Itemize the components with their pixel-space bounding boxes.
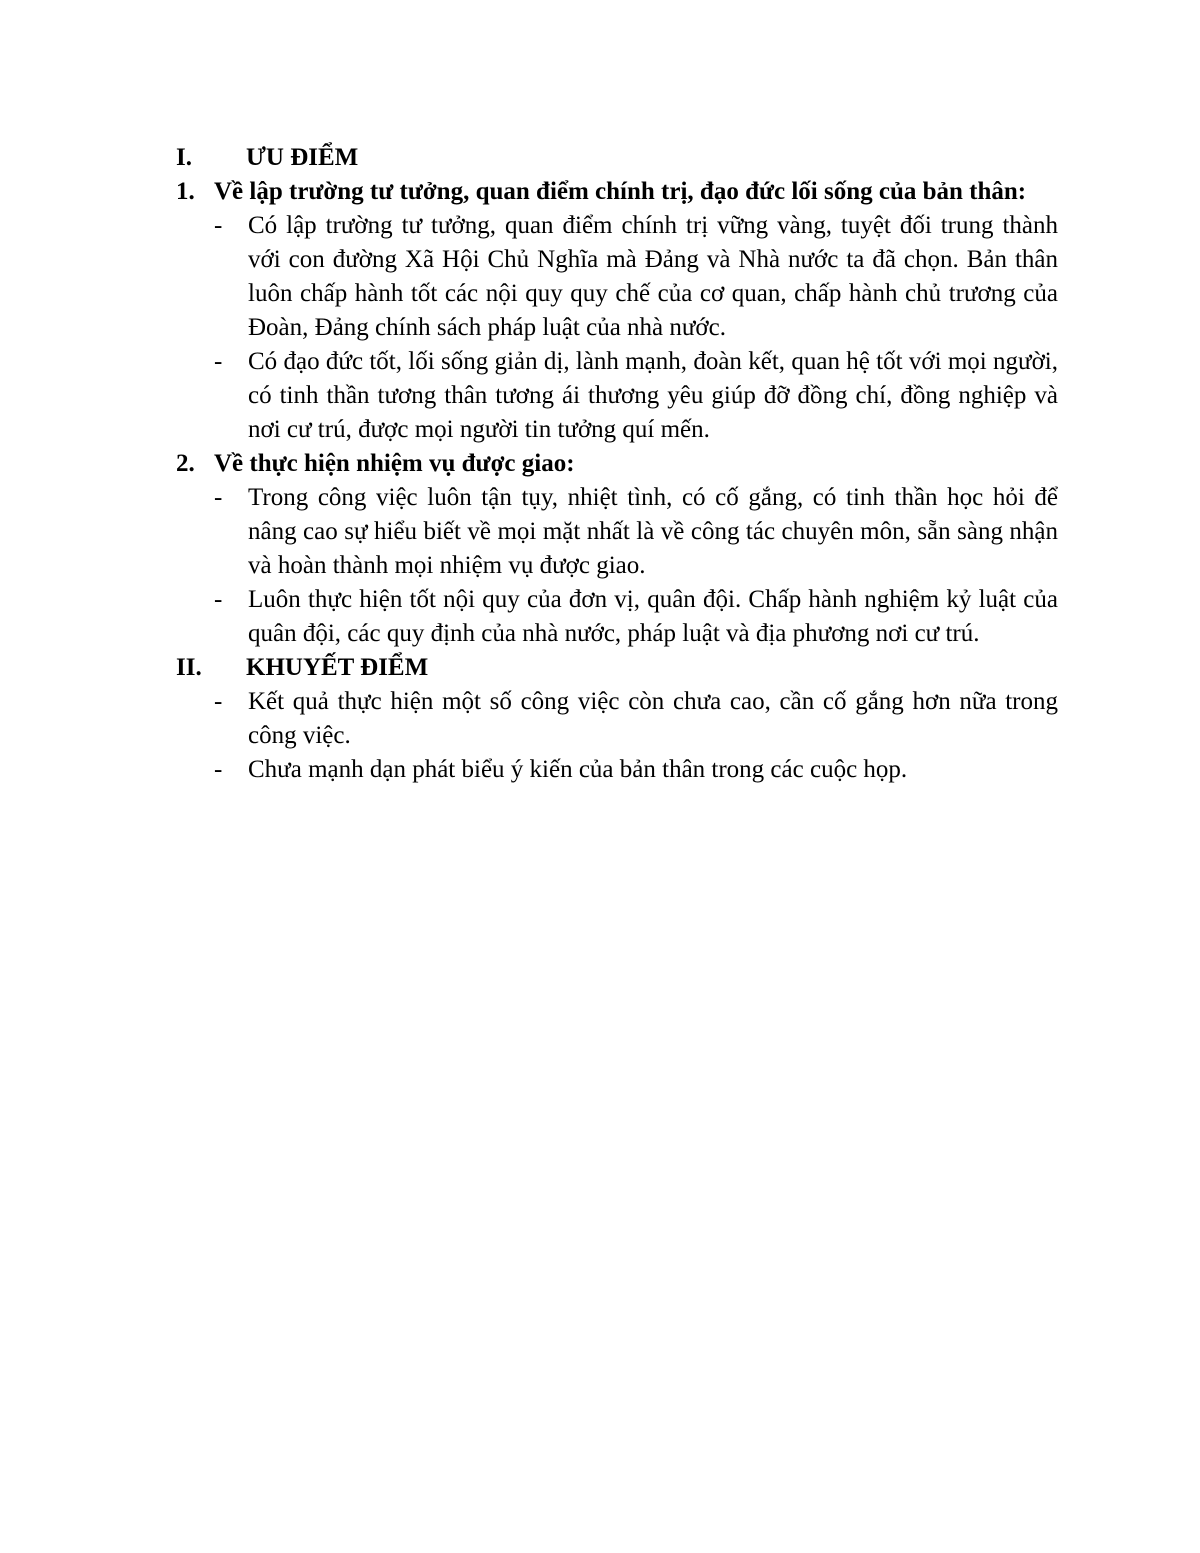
section-title: ƯU ĐIỂM: [246, 144, 359, 171]
list-item: [214, 209, 1058, 345]
bullet-text: Chưa mạnh dạn phát biểu ý kiến của bản thân trong các cuộc họp.: [248, 756, 908, 783]
bullet-dash: -: [214, 688, 223, 715]
list-item: [214, 685, 1058, 753]
section-heading-2: [176, 651, 1058, 685]
subsection-number: 2.: [176, 450, 195, 477]
bullet-dash: -: [214, 484, 223, 511]
subsection-title: Về thực hiện nhiệm vụ được giao:: [214, 450, 575, 477]
bullet-dash: -: [214, 756, 223, 783]
subsection-number: 1.: [176, 178, 195, 205]
bullet-text: Có đạo đức tốt, lối sống giản dị, lành mạnh, đoàn kết, quan hệ tốt với mọi người, có tinh thần tương thân tương ái thương yêu giúp đỡ đồng chí, đồng nghiệp và nơi cư trú, được mọi người tin tưởng quí mến.: [248, 348, 1058, 443]
subsection-heading-1: [176, 175, 1058, 209]
list-item: [214, 481, 1058, 583]
section-title: KHUYẾT ĐIỂM: [246, 654, 429, 681]
bullet-text: Luôn thực hiện tốt nội quy của đơn vị, quân đội. Chấp hành nghiệm kỷ luật của quân đội, các quy định của nhà nước, pháp luật và địa phương nơi cư trú.: [248, 586, 1058, 647]
bullet-dash: -: [214, 212, 223, 239]
document-body: [176, 141, 1058, 787]
bullet-list: [176, 685, 1058, 787]
subsection-title: Về lập trường tư tưởng, quan điểm chính trị, đạo đức lối sống của bản thân:: [214, 178, 1027, 205]
list-item: [214, 583, 1058, 651]
section-numeral: II.: [176, 654, 202, 681]
bullet-list: [176, 209, 1058, 447]
list-item: [214, 753, 1058, 787]
bullet-text: Kết quả thực hiện một số công việc còn chưa cao, cần cố gắng hơn nữa trong công việc.: [248, 688, 1058, 749]
bullet-text: Có lập trường tư tưởng, quan điểm chính trị vững vàng, tuyệt đối trung thành với con đường Xã Hội Chủ Nghĩa mà Đảng và Nhà nước ta đã chọn. Bản thân luôn chấp hành tốt các nội quy quy chế của cơ quan, chấp hành chủ trương của Đoàn, Đảng chính sách pháp luật của nhà nước.: [248, 212, 1058, 341]
bullet-text: Trong công việc luôn tận tụy, nhiệt tình, có cố gắng, có tinh thần học hỏi để nâng cao sự hiểu biết về mọi mặt nhất là về công tác chuyên môn, sẵn sàng nhận và hoàn thành mọi nhiệm vụ được giao.: [248, 484, 1058, 579]
subsection-heading-2: [176, 447, 1058, 481]
section-numeral: I.: [176, 144, 192, 171]
bullet-dash: -: [214, 348, 223, 375]
section-heading-1: [176, 141, 1058, 175]
list-item: [214, 345, 1058, 447]
bullet-list: [176, 481, 1058, 651]
bullet-dash: -: [214, 586, 223, 613]
